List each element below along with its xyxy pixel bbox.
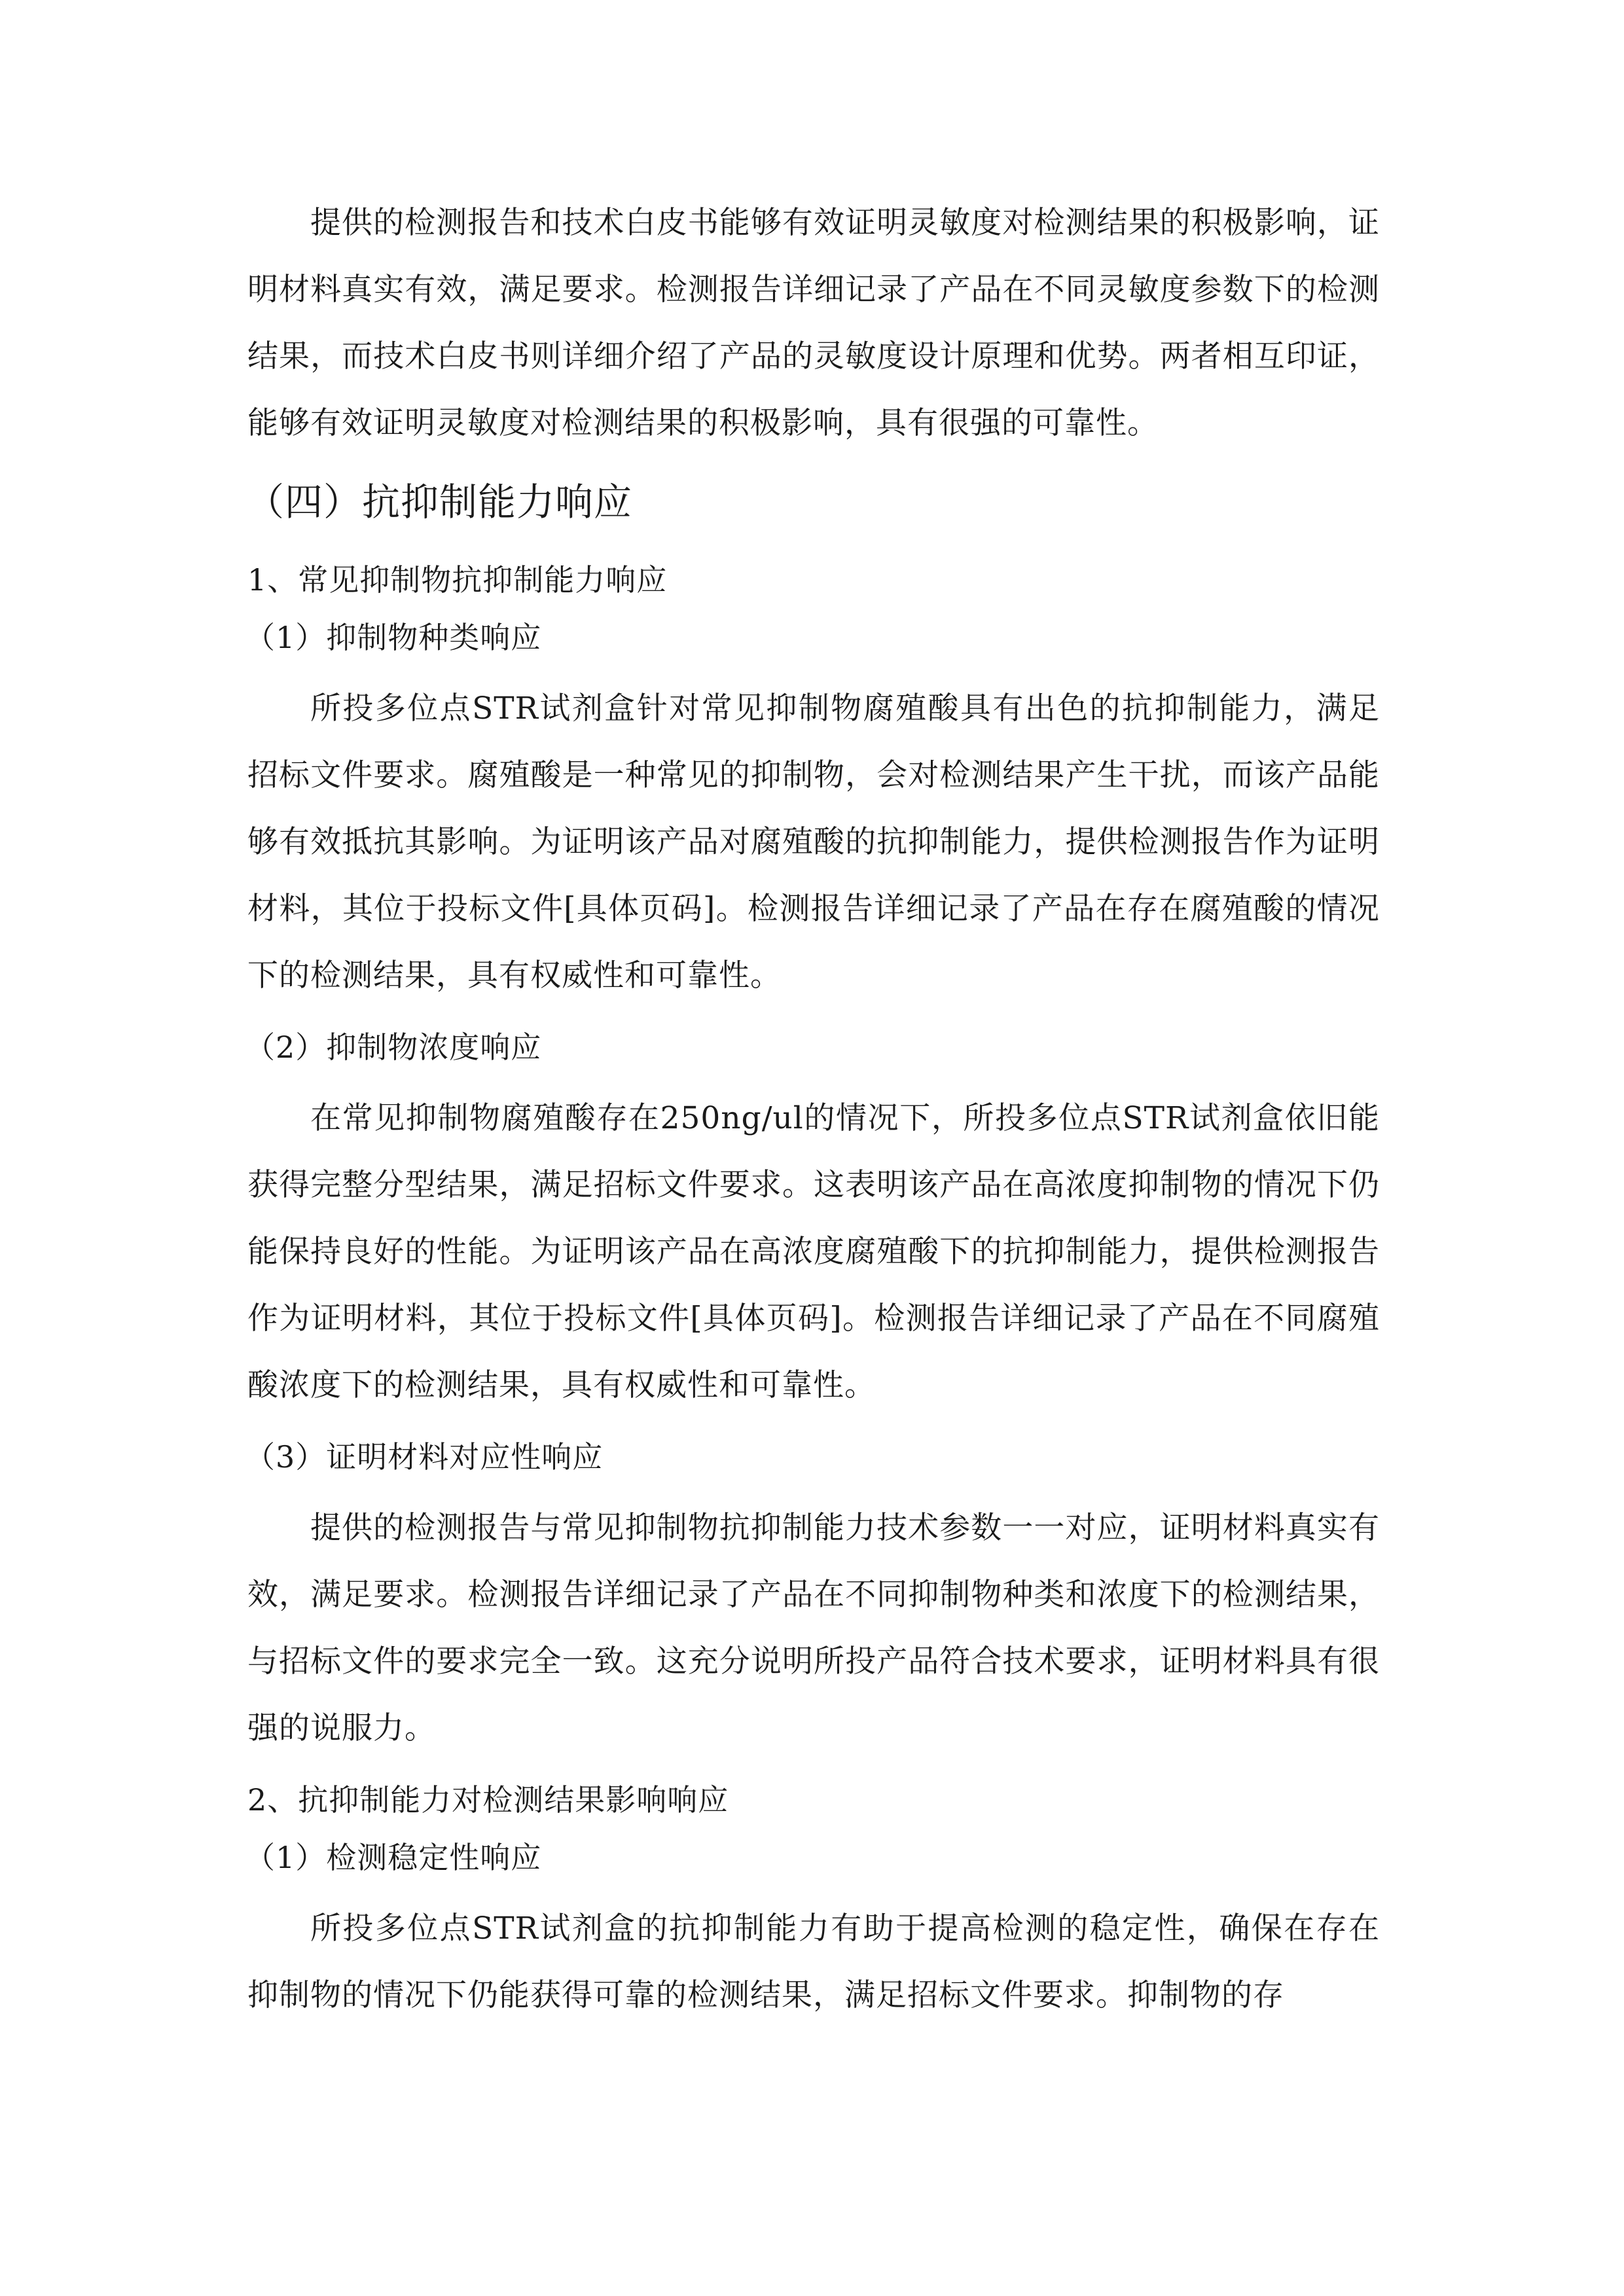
item-heading-inhibitor-type: （1）抑制物种类响应 bbox=[245, 620, 542, 655]
paragraph-evidence-correspondence: 提供的检测报告与常见抑制物抗抑制能力技术参数一一对应，证明材料真实有效，满足要求。检测报告详细记录了产品在不同抑制物种类和浓度下的检测结果，与招标文件的要求完全一致。这充分说明所投产品符合技术要求，证明材料具有很强的说服力。 bbox=[247, 1510, 1380, 1746]
subsection-heading-one: 1、常见抑制物抗抑制能力响应 bbox=[247, 562, 668, 598]
paragraph-intro: 提供的检测报告和技术白皮书能够有效证明灵敏度对检测结果的积极影响，证明材料真实有效，满足要求。检测报告详细记录了产品在不同灵敏度参数下的检测结果，而技术白皮书则详细介绍了产品的灵敏度设计原理和优势。两者相互印证，能够有效证明灵敏度对检测结果的积极影响，具有很强的可靠性。 bbox=[247, 205, 1380, 441]
paragraph-inhibitor-concentration: 在常见抑制物腐殖酸存在250ng/ul的情况下，所投多位点STR试剂盒依旧能获得完整分型结果，满足招标文件要求。这表明该产品在高浓度抑制物的情况下仍能保持良好的性能。为证明该产品在高浓度腐殖酸下的抗抑制能力，提供检测报告作为证明材料，其位于投标文件[具体页码]。检测报告详细记录了产品在不同腐殖酸浓度下的检测结果，具有权威性和可靠性。 bbox=[247, 1100, 1380, 1403]
section-heading-four: （四）抗抑制能力响应 bbox=[246, 480, 633, 524]
item-heading-detection-stability: （1）检测稳定性响应 bbox=[245, 1840, 542, 1875]
item-heading-evidence-correspondence: （3）证明材料对应性响应 bbox=[245, 1439, 604, 1475]
paragraph-inhibitor-type: 所投多位点STR试剂盒针对常见抑制物腐殖酸具有出色的抗抑制能力，满足招标文件要求。腐殖酸是一种常见的抑制物，会对检测结果产生干扰，而该产品能够有效抵抗其影响。为证明该产品对腐殖酸的抗抑制能力，提供检测报告作为证明材料，其位于投标文件[具体页码]。检测报告详细记录了产品在存在腐殖酸的情况下的检测结果，具有权威性和可靠性。 bbox=[247, 691, 1380, 994]
paragraph-detection-stability: 所投多位点STR试剂盒的抗抑制能力有助于提高检测的稳定性，确保在存在抑制物的情况下仍能获得可靠的检测结果，满足招标文件要求。抑制物的存 bbox=[247, 1910, 1380, 2013]
item-heading-inhibitor-concentration: （2）抑制物浓度响应 bbox=[245, 1030, 542, 1065]
subsection-heading-two: 2、抗抑制能力对检测结果影响响应 bbox=[247, 1782, 729, 1818]
page-body bbox=[247, 190, 1380, 2039]
